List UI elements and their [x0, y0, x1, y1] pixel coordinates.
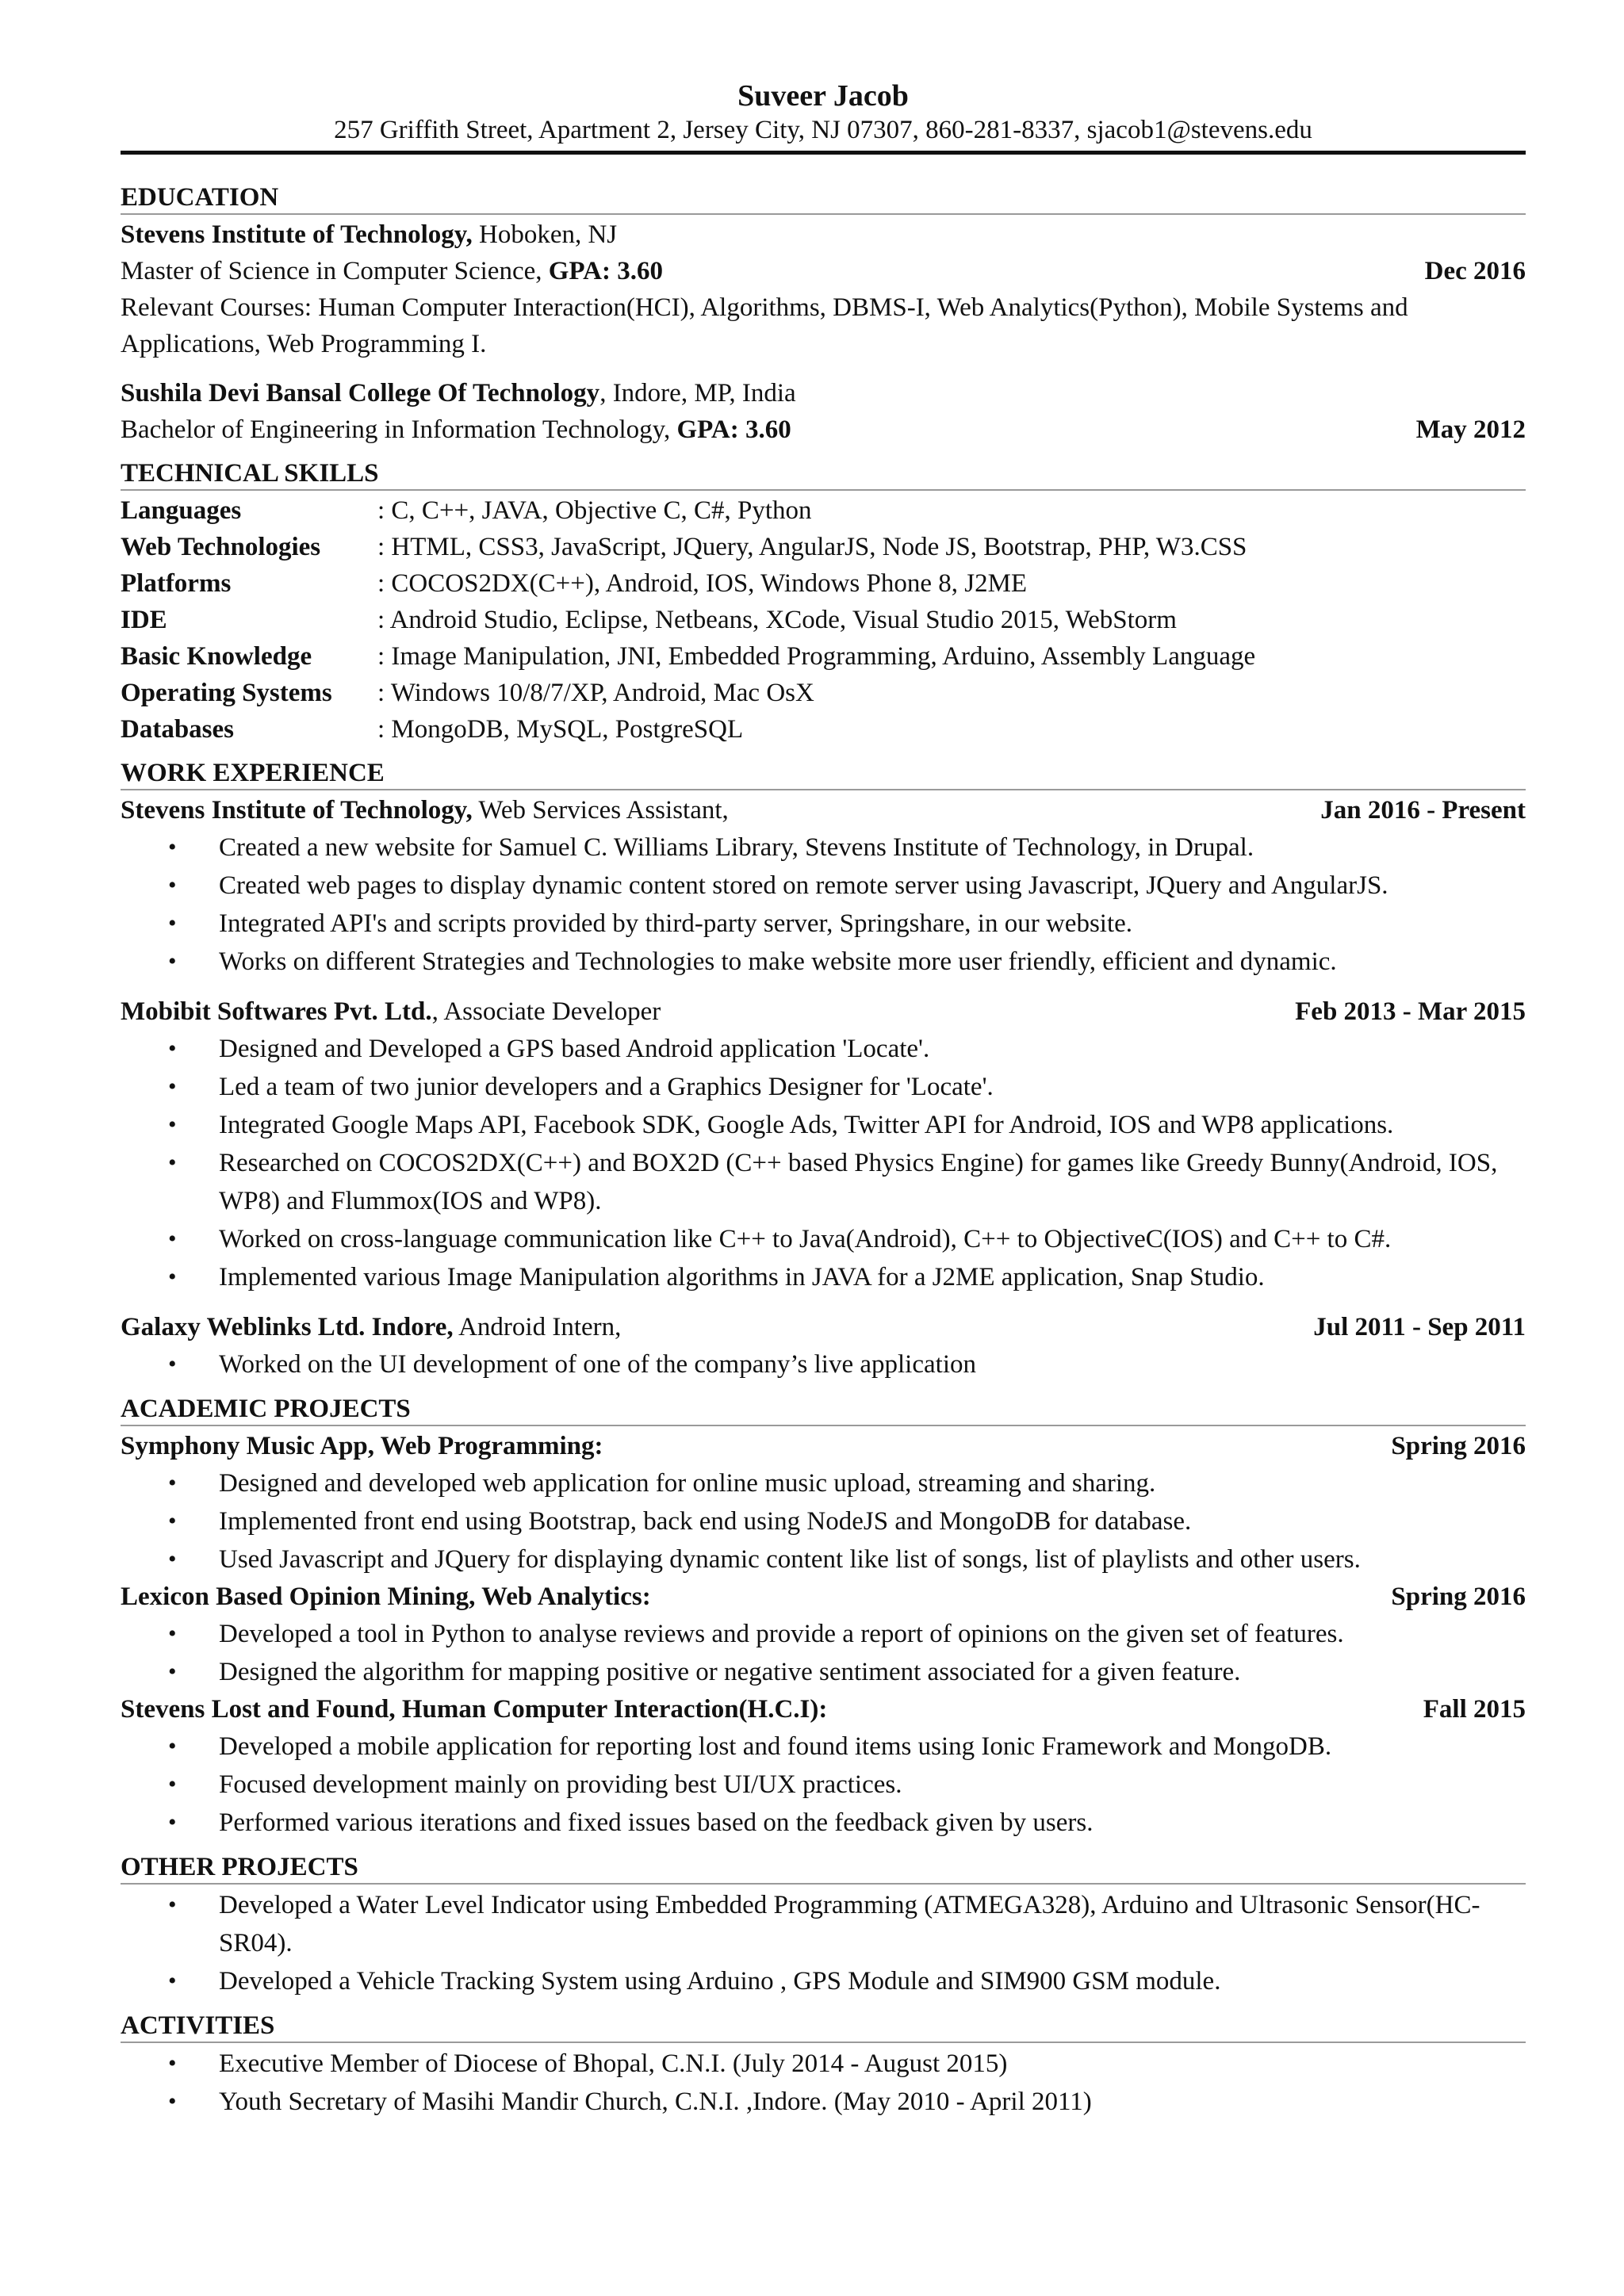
skill-label: Languages — [121, 496, 242, 525]
list-item: • Implemented various Image Manipulation algorithms in JAVA for a J2ME application, Snap Studio. — [121, 1258, 1526, 1296]
list-item: • Worked on cross-language communication like C++ to Java(Android), C++ to ObjectiveC(IOS) and C++ to C#. — [121, 1220, 1526, 1258]
job-header — [121, 1309, 1526, 1345]
project-date: Spring 2016 — [1391, 1582, 1526, 1611]
list-item: • Focused development mainly on providing best UI/UX practices. — [121, 1766, 1526, 1804]
list-item: • Performed various iterations and fixed issues based on the feedback given by users. — [121, 1804, 1526, 1842]
project-bullets — [121, 1728, 1526, 1842]
header-divider — [121, 151, 1526, 155]
list-item: • Designed the algorithm for mapping positive or negative sentiment associated for a given feature. — [121, 1653, 1526, 1691]
list-item: • Works on different Strategies and Technologies to make website more user friendly, efficient and dynamic. — [121, 943, 1526, 981]
skill-value: : C, C++, JAVA, Objective C, C#, Python — [377, 496, 812, 525]
skill-value: : COCOS2DX(C++), Android, IOS, Windows Phone 8, J2ME — [377, 569, 1028, 598]
activities-heading: ACTIVITIES — [121, 2010, 1526, 2043]
company-name: Galaxy Weblinks Ltd. Indore, — [121, 1313, 454, 1341]
project-bullets — [121, 1615, 1526, 1691]
education-heading: EDUCATION — [121, 182, 1526, 215]
skill-label: Operating Systems — [121, 679, 332, 707]
list-item: • Integrated Google Maps API, Facebook SDK, Google Ads, Twitter API for Android, IOS and WP8 applications. — [121, 1106, 1526, 1144]
project-name: Lexicon Based Opinion Mining, Web Analytics: — [121, 1582, 651, 1611]
degree-date: May 2012 — [1415, 415, 1526, 444]
skill-label: Web Technologies — [121, 533, 321, 561]
skill-label: Databases — [121, 715, 235, 744]
degree-text — [121, 411, 791, 448]
list-item: • Created a new website for Samuel C. Williams Library, Stevens Institute of Technology, in Drupal. — [121, 828, 1526, 867]
job-date: Feb 2013 - Mar 2015 — [1295, 997, 1526, 1026]
list-item: • Integrated API's and scripts provided by third-party server, Springshare, in our website. — [121, 905, 1526, 943]
skills-table — [121, 492, 1526, 748]
list-item: • Youth Secretary of Masihi Mandir Church, C.N.I. ,Indore. (May 2010 - April 2011) — [121, 2083, 1526, 2121]
gpa: GPA: 3.60 — [548, 257, 663, 285]
list-item: • Developed a Water Level Indicator using Embedded Programming (ATMEGA328), Arduino and Ultrasonic Sensor(HC-SR04). — [121, 1886, 1526, 1962]
degree-name: Master of Science in Computer Science, — [121, 257, 549, 285]
work-section — [121, 757, 1526, 1383]
project-date: Fall 2015 — [1423, 1695, 1526, 1724]
skill-value: : Windows 10/8/7/XP, Android, Mac OsX — [377, 679, 814, 707]
candidate-name: Suveer Jacob — [737, 79, 909, 113]
school-location: , Indore, MP, India — [599, 379, 796, 408]
project-bullets — [121, 1464, 1526, 1578]
job-date: Jan 2016 - Present — [1320, 796, 1526, 825]
other-projects-bullets — [121, 1886, 1526, 2000]
job-role: Android Intern, — [453, 1313, 622, 1341]
school-name: Sushila Devi Bansal College Of Technology — [121, 379, 600, 408]
relevant-courses: Relevant Courses: Human Computer Interaction(HCI), Algorithms, DBMS-I, Web Analytics(Python), Mobile Systems and Applications, Web Programming I. — [121, 293, 1408, 358]
job-header — [121, 993, 1526, 1030]
company-name: Mobibit Softwares Pvt. Ltd. — [121, 997, 432, 1026]
degree-row — [121, 411, 1526, 448]
job-bullets — [121, 1030, 1526, 1296]
project-name: Stevens Lost and Found, Human Computer Interaction(H.C.I): — [121, 1695, 828, 1724]
school-location: Hoboken, NJ — [472, 220, 618, 249]
list-item: • Led a team of two junior developers and a Graphics Designer for 'Locate'. — [121, 1068, 1526, 1106]
list-item: • Developed a Vehicle Tracking System using Arduino , GPS Module and SIM900 GSM module. — [121, 1962, 1526, 2000]
school-name: Stevens Institute of Technology, — [121, 220, 473, 249]
project-header — [121, 1578, 1526, 1615]
school-line — [121, 216, 1526, 253]
degree-row — [121, 253, 1526, 289]
list-item: • Developed a mobile application for reporting lost and found items using Ionic Framework and MongoDB. — [121, 1728, 1526, 1766]
list-item: • Worked on the UI development of one of the company’s live application — [121, 1345, 1526, 1383]
skills-section — [121, 457, 1526, 748]
job-title — [121, 1309, 621, 1345]
company-name: Stevens Institute of Technology, — [121, 796, 473, 825]
project-date: Spring 2016 — [1391, 1432, 1526, 1460]
skill-label: Platforms — [121, 569, 232, 598]
list-item: • Designed and Developed a GPS based Android application 'Locate'. — [121, 1030, 1526, 1068]
job-date: Jul 2011 - Sep 2011 — [1313, 1313, 1526, 1341]
degree-name: Bachelor of Engineering in Information Technology, — [121, 415, 677, 444]
job-bullets — [121, 828, 1526, 981]
skill-value: : Image Manipulation, JNI, Embedded Programming, Arduino, Assembly Language — [377, 642, 1256, 671]
list-item: • Developed a tool in Python to analyse reviews and provide a report of opinions on the given set of features. — [121, 1615, 1526, 1653]
skill-value: : MongoDB, MySQL, PostgreSQL — [377, 715, 744, 744]
project-name: Symphony Music App, Web Programming: — [121, 1432, 603, 1460]
list-item: • Executive Member of Diocese of Bhopal, C.N.I. (July 2014 - August 2015) — [121, 2045, 1526, 2083]
job-title — [121, 993, 661, 1030]
job-title — [121, 792, 729, 828]
job-role: Web Services Assistant, — [472, 796, 729, 825]
list-item: • Implemented front end using Bootstrap, back end using NodeJS and MongoDB for database. — [121, 1502, 1526, 1540]
other-projects-section — [121, 1851, 1526, 2000]
degree-date: Dec 2016 — [1424, 257, 1526, 285]
job-header — [121, 792, 1526, 828]
activities-bullets — [121, 2045, 1526, 2121]
skills-heading: TECHNICAL SKILLS — [121, 457, 1526, 491]
list-item: • Designed and developed web application for online music upload, streaming and sharing. — [121, 1464, 1526, 1502]
list-item: • Researched on COCOS2DX(C++) and BOX2D (C++ based Physics Engine) for games like Greedy Bunny(Android, IOS, WP8) and Flummox(IOS and WP8). — [121, 1144, 1526, 1220]
job-bullets — [121, 1345, 1526, 1383]
project-header — [121, 1428, 1526, 1464]
job-role: , Associate Developer — [431, 997, 661, 1026]
contact-line: 257 Griffith Street, Apartment 2, Jersey City, NJ 07307, 860-281-8337, sjacob1@stevens.edu — [334, 116, 1312, 144]
gpa: GPA: 3.60 — [676, 415, 791, 444]
school-line — [121, 375, 1526, 411]
degree-text — [121, 253, 663, 289]
list-item: • Used Javascript and JQuery for displaying dynamic content like list of songs, list of playlists and other users. — [121, 1540, 1526, 1578]
list-item: • Created web pages to display dynamic content stored on remote server using Javascript, JQuery and AngularJS. — [121, 867, 1526, 905]
skill-value: : HTML, CSS3, JavaScript, JQuery, AngularJS, Node JS, Bootstrap, PHP, W3.CSS — [377, 533, 1247, 561]
education-section — [121, 182, 1526, 448]
skill-label: Basic Knowledge — [121, 642, 312, 671]
work-heading: WORK EXPERIENCE — [121, 757, 1526, 790]
academic-heading: ACADEMIC PROJECTS — [121, 1393, 1526, 1426]
activities-section — [121, 2010, 1526, 2121]
project-header — [121, 1691, 1526, 1728]
skill-label: IDE — [121, 606, 167, 634]
academic-section — [121, 1393, 1526, 1842]
other-projects-heading: OTHER PROJECTS — [121, 1851, 1526, 1885]
skill-value: : Android Studio, Eclipse, Netbeans, XCode, Visual Studio 2015, WebStorm — [377, 606, 1177, 634]
